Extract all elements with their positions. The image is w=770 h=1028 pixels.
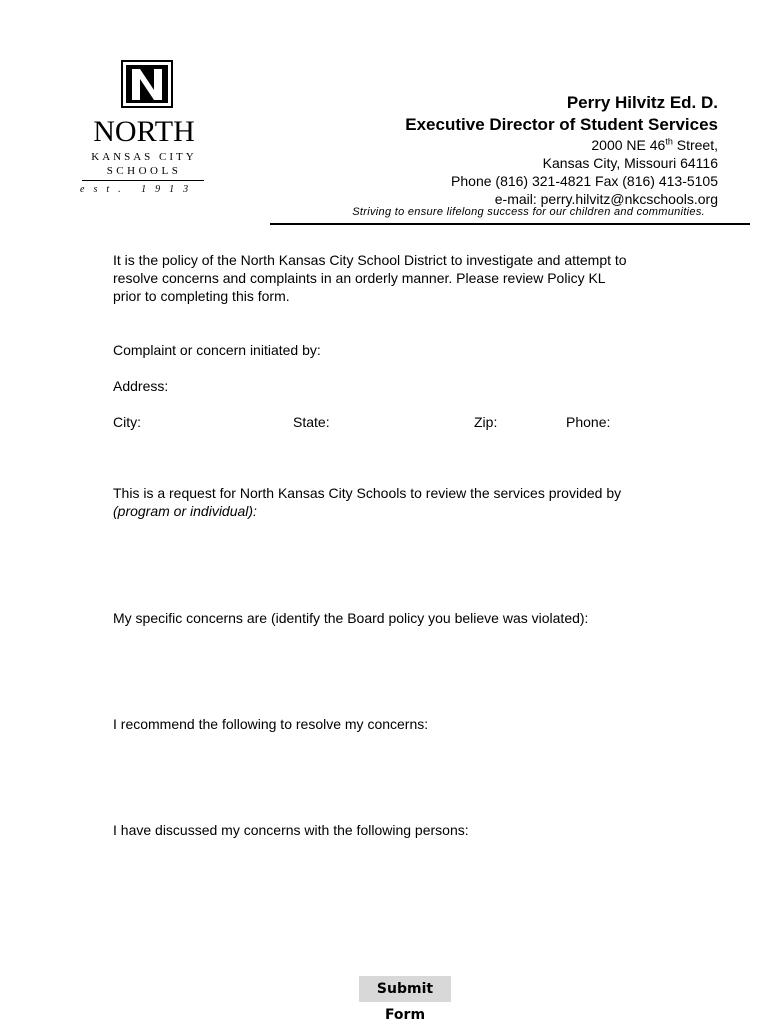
request-text: This is a request for North Kansas City Schools to review the services provided by: [113, 485, 622, 501]
specific-concerns-label: My specific concerns are (identify the Board policy you believe was violated):: [113, 610, 589, 626]
request-italic-note: (program or individual):: [113, 503, 257, 519]
letterhead: [405, 92, 718, 208]
city-label: City:: [113, 414, 141, 430]
district-logo: [78, 60, 214, 200]
logo-divider: [82, 180, 204, 181]
service-review-request: [113, 484, 653, 520]
street-address: [405, 136, 718, 154]
street-ordinal: th: [665, 136, 673, 147]
city-state-zip: Kansas City, Missouri 64116: [542, 155, 718, 171]
state-label: State:: [293, 414, 330, 430]
logo-kansas-city-text: KANSAS CITY: [91, 151, 197, 163]
phone-fax: Phone (816) 321-4821 Fax (816) 413-5105: [451, 173, 718, 189]
logo-north-text: NORTH: [93, 115, 195, 148]
director-name: Perry Hilvitz Ed. D.: [566, 93, 718, 112]
submit-form-button[interactable]: Submit Form: [359, 976, 451, 1002]
address-label: Address:: [113, 378, 169, 394]
logo-emblem-icon: [121, 60, 173, 108]
recommendation-label: I recommend the following to resolve my concerns:: [113, 716, 429, 732]
initiated-by-label: Complaint or concern initiated by:: [113, 342, 321, 358]
logo-schools-text: SCHOOLS: [106, 165, 182, 177]
discussed-persons-label: I have discussed my concerns with the following persons:: [113, 822, 469, 838]
director-title: Executive Director of Student Services: [405, 115, 718, 134]
zip-label: Zip:: [474, 414, 498, 430]
header-divider: [270, 223, 750, 225]
email-address: e-mail: perry.hilvitz@nkcschools.org: [494, 191, 718, 207]
phone-label: Phone:: [566, 414, 611, 430]
street-number: 2000 NE 46: [591, 137, 666, 153]
district-tagline: Striving to ensure lifelong success for our children and communities.: [352, 206, 705, 218]
logo-established-text: est. 1913: [80, 184, 198, 195]
policy-intro: It is the policy of the North Kansas City School District to investigate and attempt to resolve concerns and complaints in an orderly manner. Please review Policy KL prior to completing this form.: [113, 252, 627, 304]
street-name: Street,: [672, 137, 718, 153]
